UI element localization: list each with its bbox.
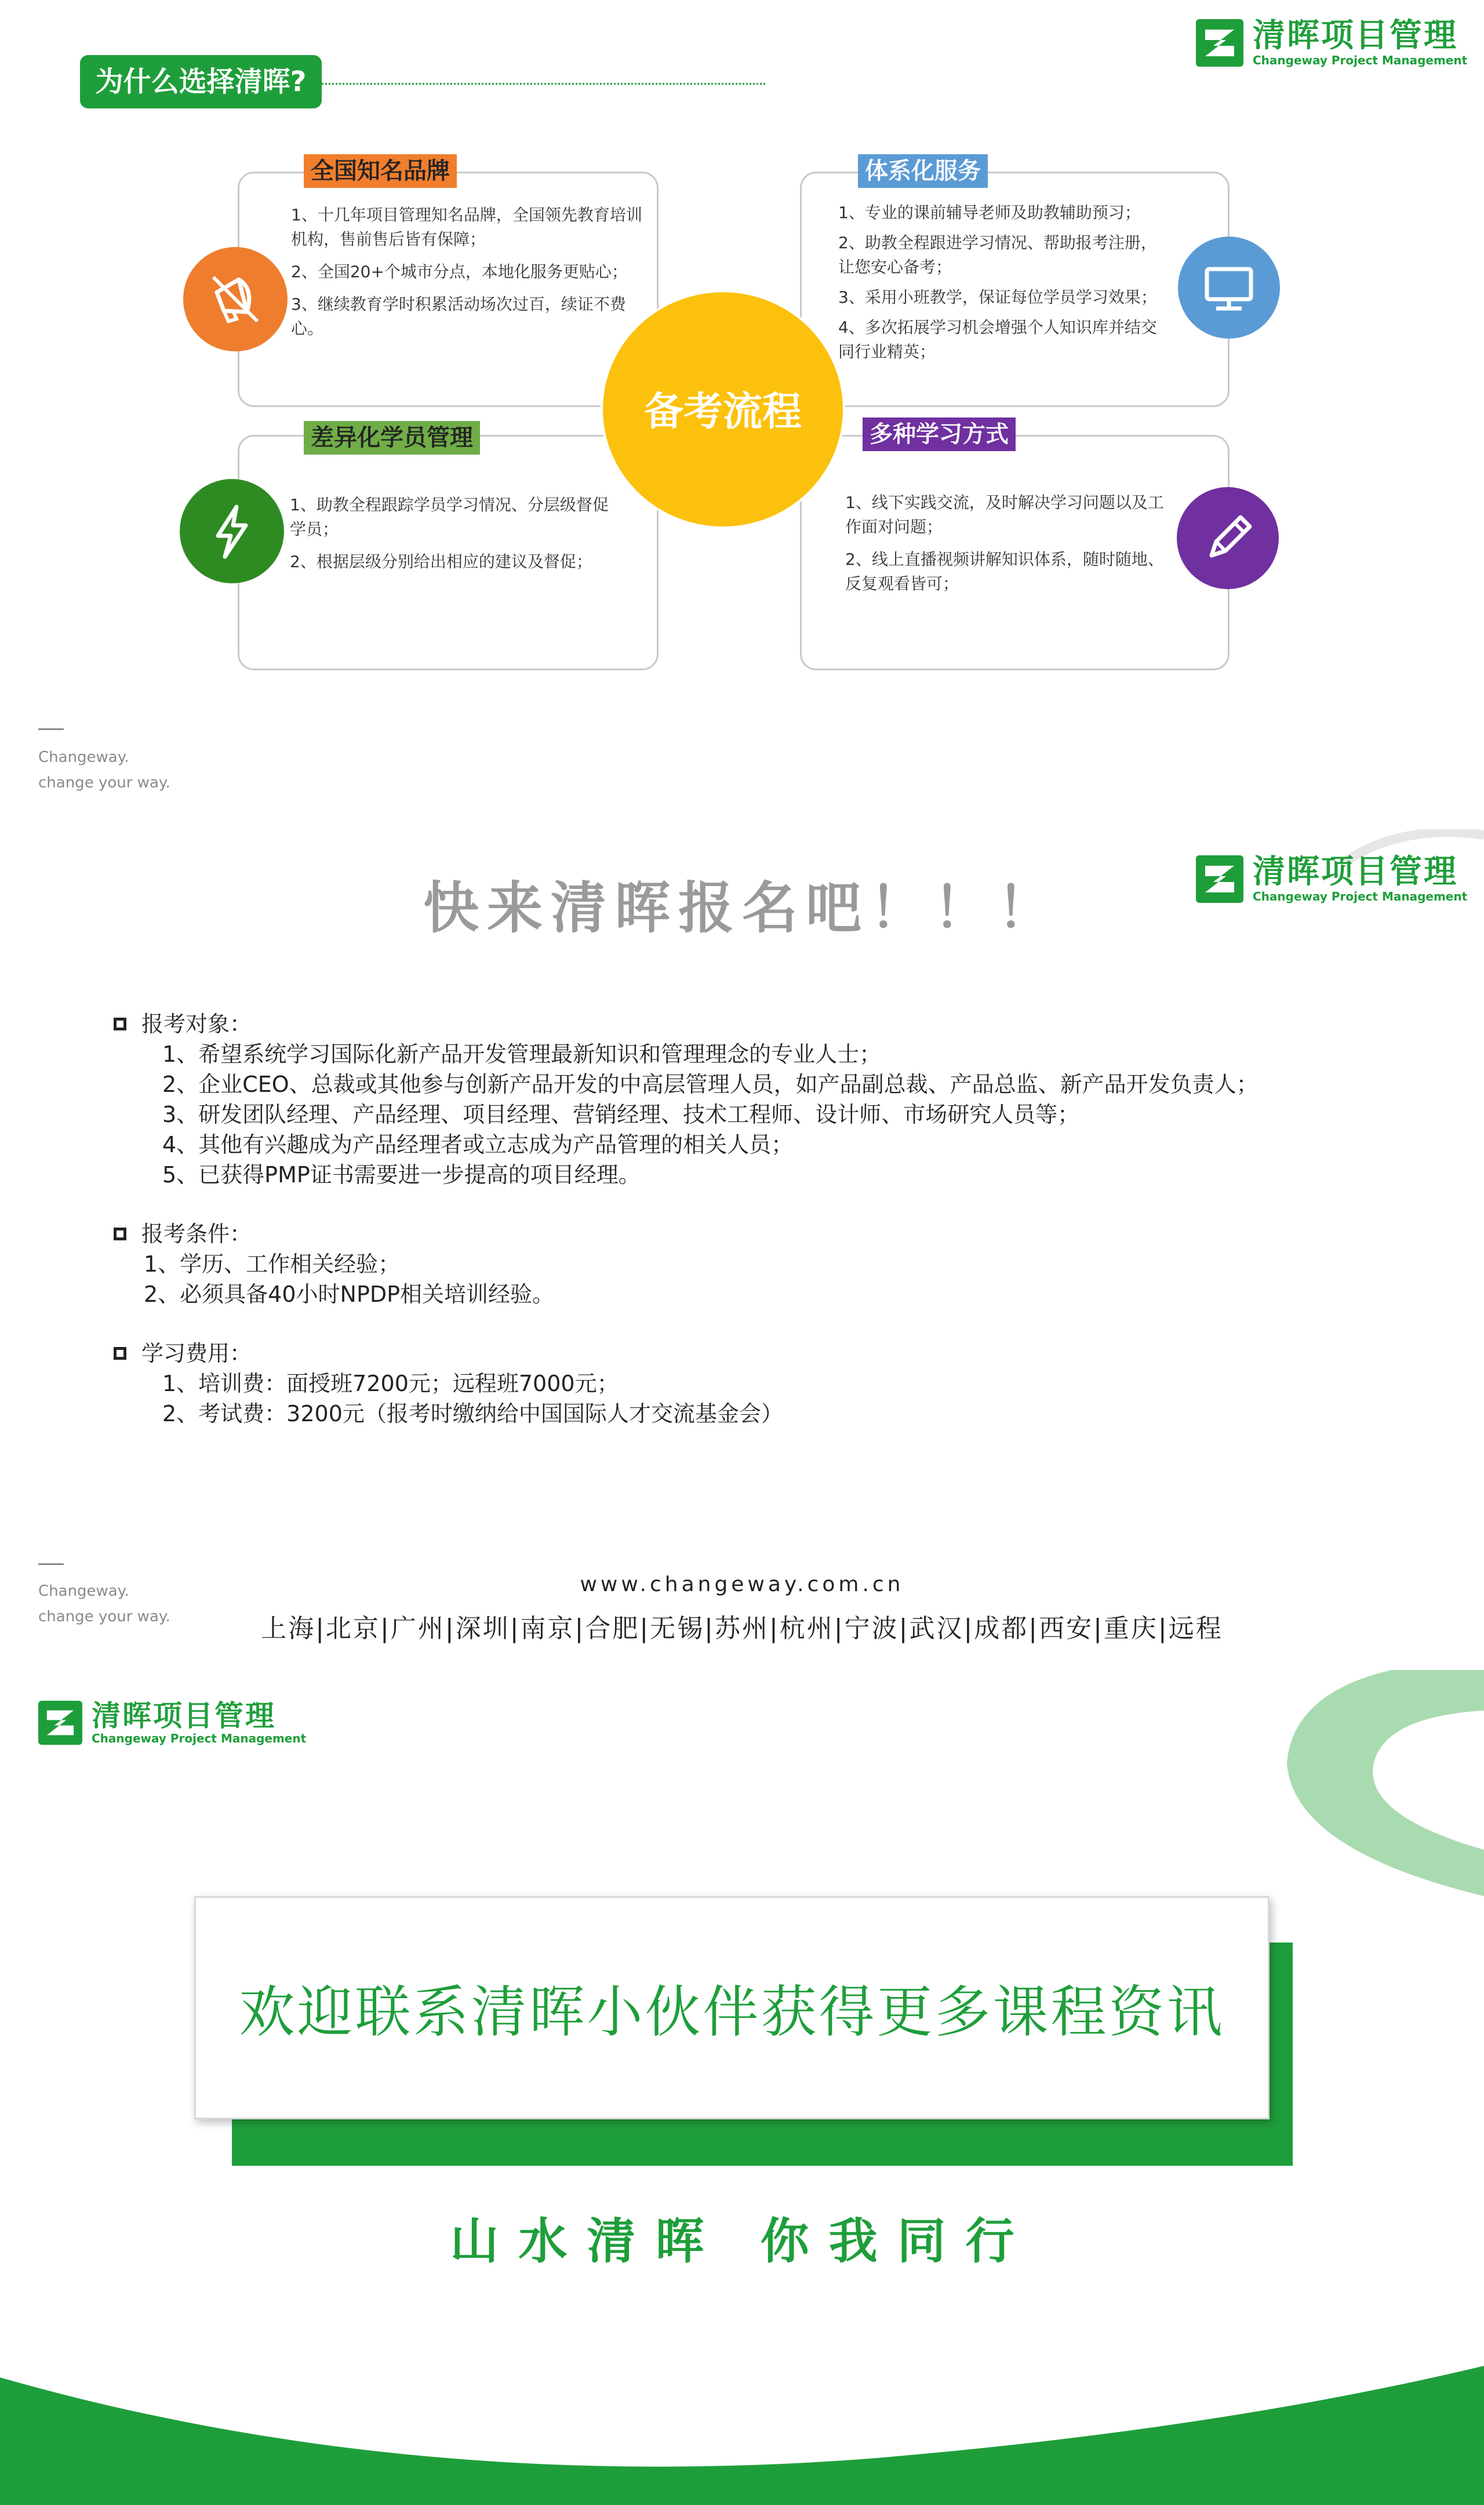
card-manage-body [290, 493, 614, 582]
decor-green-swoosh [1246, 1670, 1484, 1908]
card-system-line: 3、采用小班教学，保证每位学员学习效果； [838, 288, 1157, 307]
brand-logo-3 [38, 1700, 306, 1745]
list-item: 5、已获得PMP证书需要进一步提高的项目经理。 [162, 1162, 641, 1188]
section-heading-target [114, 1009, 1259, 1039]
megaphone-icon [183, 247, 288, 351]
card-system-line: 1、专业的课前辅导老师及助教辅助预习； [838, 203, 1141, 222]
checkbox-square-icon [114, 1018, 126, 1030]
list-item: 1、希望系统学习国际化新产品开发管理最新知识和管理理念的专业人士； [162, 1041, 882, 1067]
website-url[interactable]: www.changeway.com.cn [580, 1573, 904, 1596]
slogan [38, 745, 170, 796]
list-item: 2、考试费：3200元（报考时缴纳给中国国际人才交流基金会） [162, 1401, 783, 1426]
logo-name-en: Changeway Project Management [1253, 53, 1468, 67]
slogan-line2: change your way. [38, 774, 170, 792]
contact-box [194, 1896, 1270, 2119]
heading-text: 学习费用： [141, 1341, 252, 1366]
logo-name-cn: 清晖项目管理 [92, 1699, 276, 1733]
card-methods-line: 1、线下实践交流，及时解决学习问题以及工作面对问题； [845, 493, 1164, 536]
logo-mark-icon [38, 1701, 82, 1745]
enroll-info [114, 1009, 1259, 1429]
card-system-line: 2、助教全程跟进学习情况、帮助报考注册，让您安心备考； [838, 233, 1157, 277]
enroll-title: 快来清晖报名吧！！！ [423, 876, 1061, 941]
logo-name-en: Changeway Project Management [92, 1731, 307, 1745]
checkbox-square-icon [114, 1347, 126, 1360]
card-manage-line: 2、根据层级分别给出相应的建议及督促； [290, 552, 592, 571]
pencil-icon [1177, 487, 1279, 589]
list-item: 1、培训费：面授班7200元；远程班7000元； [162, 1371, 619, 1396]
list-item: 3、研发团队经理、产品经理、项目经理、营销经理、技术工程师、设计师、市场研究人员等； [162, 1102, 1080, 1127]
bottom-green-wave [0, 2343, 1484, 2505]
logo-name-en: Changeway Project Management [1253, 890, 1468, 903]
slogan-bar [38, 1563, 64, 1565]
card-system-title: 体系化服务 [858, 154, 988, 188]
heading-text: 报考对象： [141, 1011, 252, 1037]
card-system-body [838, 201, 1172, 370]
logo-name-cn: 清晖项目管理 [1253, 853, 1458, 891]
lightning-icon [180, 479, 284, 583]
slogan-line1: Changeway. [38, 749, 129, 766]
list-item: 2、必须具备40小时NPDP相关培训经验。 [144, 1281, 555, 1307]
center-label: 备考流程 [643, 389, 802, 435]
list-item: 2、企业CEO、总裁或其他参与创新产品开发的中高层管理人员，如产品副总裁、产品总监、新产品开发负责人； [162, 1072, 1259, 1097]
logo-name-cn: 清晖项目管理 [1253, 17, 1458, 55]
motto: 山水清晖 你我同行 [450, 2213, 1034, 2270]
list-item: 1、学历、工作相关经验； [144, 1251, 401, 1277]
list-item: 4、其他有兴趣成为产品经理者或立志成为产品管理的相关人员； [162, 1132, 794, 1157]
card-manage-title: 差异化学员管理 [304, 421, 480, 455]
section-heading-conditions [114, 1219, 1259, 1249]
slogan-line2: change your way. [38, 1608, 170, 1625]
section-heading-fees [114, 1338, 1259, 1368]
card-methods-line: 2、线上直播视频讲解知识体系，随时随地、反复观看皆可； [845, 550, 1164, 593]
logo-mark-icon [1196, 19, 1243, 67]
city-list: 上海|北京|广州|深圳|南京|合肥|无锡|苏州|杭州|宁波|武汉|成都|西安|重庆|远程 [261, 1614, 1223, 1643]
contact-text: 欢迎联系清晖小伙伴获得更多课程资讯 [239, 1980, 1225, 2045]
card-brand-line: 1、十几年项目管理知名品牌，全国领先教育培训机构，售前售后皆有保障； [291, 205, 642, 249]
heading-text: 报考条件： [141, 1221, 252, 1247]
why-badge: 为什么选择清晖? [80, 55, 322, 108]
brand-logo [1196, 19, 1467, 67]
card-manage-line: 1、助教全程跟踪学员学习情况、分层级督促学员； [290, 495, 609, 539]
card-brand-body [291, 203, 645, 349]
card-brand-line: 2、全国20+个城市分点，本地化服务更贴心； [291, 262, 628, 281]
card-methods-body [845, 491, 1170, 604]
slogan-bar [38, 728, 64, 730]
card-brand-line: 3、继续教育学时积累活动场次过百，续证不费心。 [291, 295, 626, 338]
monitor-icon [1178, 237, 1280, 339]
card-system-line: 4、多次拓展学习机会增强个人知识库并结交同行业精英； [838, 318, 1157, 361]
checkbox-square-icon [114, 1228, 126, 1240]
slogan-line1: Changeway. [38, 1582, 129, 1600]
why-dotted-line [322, 83, 765, 85]
card-methods-title: 多种学习方式 [863, 418, 1016, 451]
card-brand-title: 全国知名品牌 [304, 154, 457, 188]
